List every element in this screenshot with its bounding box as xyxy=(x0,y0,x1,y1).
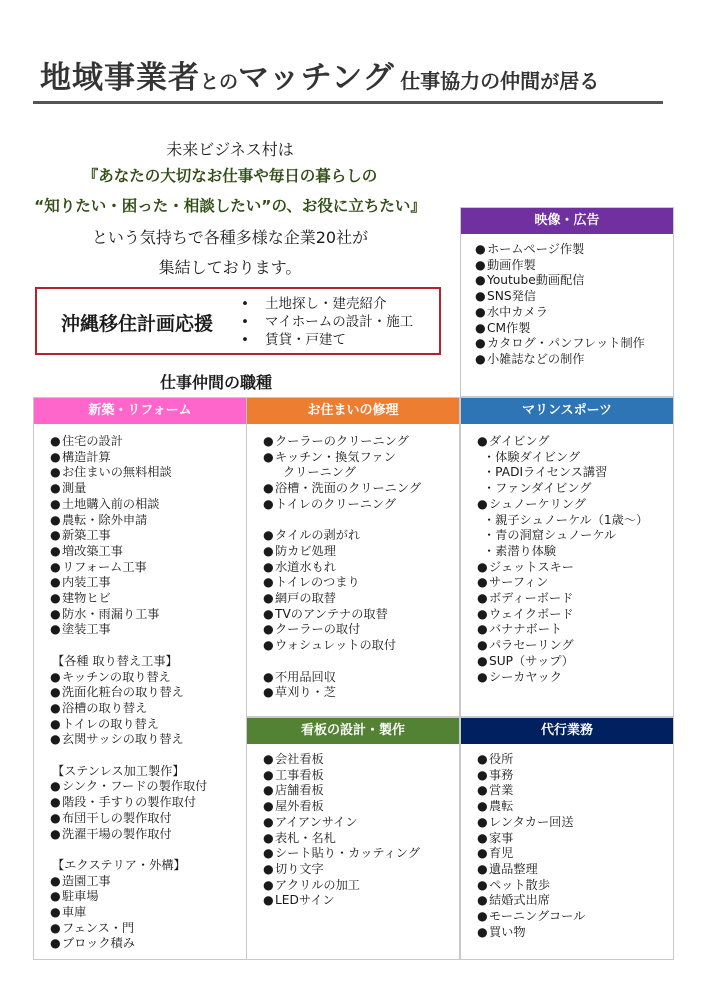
bullet-icon: ● xyxy=(50,700,61,715)
bullet-icon: ● xyxy=(50,685,61,700)
panel-reform-list xyxy=(34,424,246,952)
bullet-icon: ● xyxy=(50,465,61,480)
list-item: ●ボディーボード xyxy=(477,591,574,606)
list-item: ●動画作製 xyxy=(475,257,536,272)
list-item: ●切り文字 xyxy=(263,861,324,876)
panel-agency-list xyxy=(461,744,673,940)
list-item: ●住宅の設計 xyxy=(50,434,123,448)
bullet-icon: ● xyxy=(50,905,61,920)
bullet-icon: ● xyxy=(475,320,486,335)
list-item: ●浴槽・洗面のクリーニング xyxy=(263,481,422,496)
panel-media-list xyxy=(461,234,673,368)
list-item: ●パラセーリング xyxy=(477,638,574,653)
group-title: 【各種 取り替え工事】 xyxy=(52,653,178,668)
bullet-icon: ● xyxy=(477,846,488,861)
list-item: ●防カビ処理 xyxy=(263,543,336,558)
panel-marine xyxy=(460,397,674,717)
bullet-icon: ● xyxy=(50,512,61,527)
bullet-icon: ● xyxy=(263,830,274,845)
list-item: ●バナナボート xyxy=(477,622,563,637)
bullet-icon: ● xyxy=(50,591,61,606)
list-item: ●トイレのつまり xyxy=(263,575,360,590)
bullet-icon: ● xyxy=(263,799,274,814)
list-item: ●測量 xyxy=(50,481,87,496)
panel-reform-header: 新築・リフォーム xyxy=(34,398,246,424)
bullet-icon: ● xyxy=(475,336,486,351)
sub-item: ・青の洞窟シュノーケル xyxy=(483,528,617,543)
list-item: ●TVのアンテナの取替 xyxy=(263,606,388,621)
sub-item: ・ファンダイビング xyxy=(483,481,592,496)
list-item: ●シンク・フードの製作取付 xyxy=(50,779,208,794)
panel-agency-header: 代行業務 xyxy=(461,718,673,744)
panel-repair-header: お住まいの修理 xyxy=(247,398,459,424)
title-part-6: 居る xyxy=(559,69,600,93)
bullet-icon: ● xyxy=(475,257,486,272)
bullet-icon: ● xyxy=(263,669,274,684)
intro-line-4: という気持ちで各種多様な企業20社が xyxy=(91,228,369,247)
list-item: ●ジェットスキー xyxy=(477,559,574,574)
bullet-icon: ● xyxy=(50,826,61,841)
list-item: ●お住まいの無料相談 xyxy=(50,465,172,480)
intro-line-2: 『あなたの大切なお仕事や毎日の暮らしの xyxy=(82,167,378,185)
bullet-icon: ● xyxy=(263,846,274,861)
list-item: ●SUP（サップ） xyxy=(477,653,574,668)
list-item: ●内装工事 xyxy=(50,575,111,590)
list-item: ●浴槽の取り替え xyxy=(50,700,148,715)
list-item: ●タイルの剥がれ xyxy=(263,528,361,543)
list-item: ●カタログ・パンフレット制作 xyxy=(475,336,645,351)
list-item: ●SNS発信 xyxy=(475,289,536,304)
list-item: ●シーカヤック xyxy=(477,669,562,684)
relocation-box xyxy=(35,287,441,355)
spacer xyxy=(46,638,246,654)
panel-repair-list xyxy=(247,424,459,701)
list-item: ●クーラーの取付 xyxy=(263,622,361,637)
bullet-icon: ● xyxy=(263,543,274,558)
list-item: ●遺品整理 xyxy=(477,861,538,876)
list-item: ●新築工事 xyxy=(50,528,111,543)
bullet-icon: ● xyxy=(477,434,488,448)
list-item: ●サーフィン xyxy=(477,575,549,590)
bullet-icon: ● xyxy=(263,622,274,637)
list-item: ●車庫 xyxy=(50,905,87,920)
list-item: ●洗濯干場の製作取付 xyxy=(50,826,172,841)
bullet-icon: ● xyxy=(477,575,488,590)
list-item: ●トイレの取り替え xyxy=(50,716,159,731)
list-item: ●ダイビング xyxy=(477,434,550,448)
intro-line-5: 集結しております。 xyxy=(158,258,302,277)
list-item: ●草刈り・芝 xyxy=(263,685,336,700)
panel-repair xyxy=(246,397,460,717)
list-item: ●店舗看板 xyxy=(263,783,324,798)
group-title: 【エクステリア・外構】 xyxy=(52,857,186,872)
sub-item: ・体験ダイビング xyxy=(483,449,581,464)
list-item: ●リフォーム工事 xyxy=(50,559,147,574)
bullet-icon: ● xyxy=(263,783,274,798)
bullet-icon: ● xyxy=(263,449,274,464)
list-item: ●家事 xyxy=(477,830,514,845)
page-title xyxy=(40,52,599,97)
panel-sign-header: 看板の設計・製作 xyxy=(247,718,459,744)
list-item: ●工事看板 xyxy=(263,767,324,782)
bullet-icon: ● xyxy=(263,861,274,876)
title-part-3: マッチング xyxy=(238,60,395,96)
list-item: ●防水・雨漏り工事 xyxy=(50,606,160,621)
list-item: ●結婚式出席 xyxy=(477,893,550,908)
list-item: ●農転 xyxy=(477,799,514,814)
bullet-icon: ● xyxy=(475,304,486,319)
list-item: ●クーラーのクリーニング xyxy=(263,434,409,448)
bullet-icon: ● xyxy=(263,752,274,766)
list-item: ●土地購入前の相談 xyxy=(50,496,160,511)
list-item: ●Youtube動画配信 xyxy=(475,273,585,288)
title-divider xyxy=(33,101,663,104)
panel-reform xyxy=(33,397,247,960)
relocation-title: 沖縄移住計画応援 xyxy=(61,313,214,335)
list-item: ●不用品回収 xyxy=(263,669,336,684)
bullet-icon: ● xyxy=(263,575,274,590)
title-part-4: 仕事協力の仲間 xyxy=(400,69,541,93)
bullet-icon: ● xyxy=(477,606,488,621)
bullet-icon: ● xyxy=(263,638,274,653)
bullet-icon: ● xyxy=(475,289,486,304)
intro-line-1: 未来ビジネス村は xyxy=(166,140,294,159)
panel-agency xyxy=(460,717,674,960)
list-item: ●ウェイクボード xyxy=(477,606,574,621)
bullet-icon: ● xyxy=(263,559,274,574)
spacer xyxy=(259,654,459,670)
bullet-icon: ● xyxy=(50,575,61,590)
list-item: ●モーニングコール xyxy=(477,909,586,924)
list-item-continuation: クリーニング xyxy=(283,465,356,480)
bullet-icon: ● xyxy=(477,861,488,876)
bullet-icon: ● xyxy=(263,814,274,829)
bullet-icon: ● xyxy=(50,622,61,637)
list-item: ●トイレのクリーニング xyxy=(263,496,397,511)
bullet-icon: ● xyxy=(477,752,488,766)
list-item: ●洗面化粧台の取り替え xyxy=(50,685,184,700)
list-item: ●アクリルの加工 xyxy=(263,877,360,892)
list-item: ●ウォシュレットの取付 xyxy=(263,638,397,653)
bullet-icon: ● xyxy=(50,920,61,935)
bullet-icon: ● xyxy=(263,496,274,511)
bullet-icon: ● xyxy=(50,716,61,731)
list-item: ●キッチン・換気ファン xyxy=(263,449,396,464)
bullet-icon: ● xyxy=(475,273,486,288)
list-item: ●階段・手すりの製作取付 xyxy=(50,795,197,810)
bullet-icon: ● xyxy=(477,669,488,684)
bullet-icon: ● xyxy=(477,909,488,924)
bullet-icon: ● xyxy=(477,877,488,892)
list-item: ●増改築工事 xyxy=(50,543,123,558)
bullet-icon: ● xyxy=(263,591,274,606)
bullet-icon: ● xyxy=(50,528,61,543)
bullet-icon: ● xyxy=(477,830,488,845)
bullet-icon: ● xyxy=(263,893,274,908)
list-item: ●塗装工事 xyxy=(50,622,111,637)
bullet-icon: ● xyxy=(50,669,61,684)
list-item: ●ホームページ作製 xyxy=(475,242,585,256)
bullet-icon: ● xyxy=(50,732,61,747)
list-item: ●建物ヒビ xyxy=(50,591,111,606)
panel-sign xyxy=(246,717,460,960)
bullet-icon: ● xyxy=(50,481,61,496)
bullet-icon: ● xyxy=(263,434,274,448)
bullet-icon: ● xyxy=(50,434,61,448)
bullet-icon: ● xyxy=(263,767,274,782)
intro-line-3: “知りたい・困った・相談したい”の、お役に立ちたい』 xyxy=(34,197,426,215)
panel-media-header: 映像・広告 xyxy=(461,208,673,234)
list-item: ●農転・除外申請 xyxy=(50,512,148,527)
bullet-icon: ● xyxy=(477,799,488,814)
list-item: ●シュノーケリング xyxy=(477,496,586,511)
bullet-icon: ● xyxy=(477,622,488,637)
list-item: ●営業 xyxy=(477,783,514,798)
list-item: ●水中カメラ xyxy=(475,304,548,319)
sub-item: ・PADIライセンス講習 xyxy=(483,465,608,480)
bullet-icon: ● xyxy=(475,242,486,256)
bullet-icon: ● xyxy=(50,779,61,794)
bullet-icon: ● xyxy=(50,559,61,574)
relocation-item: • 土地探し・建売紹介 xyxy=(241,295,413,313)
list-item: ●ブロック積み xyxy=(50,936,135,951)
list-item: ●アイアンサイン xyxy=(263,814,358,829)
sub-item: ・素潜り体験 xyxy=(483,543,557,558)
panel-media xyxy=(460,207,674,397)
list-item: ●網戸の取替 xyxy=(263,591,336,606)
sub-item: ・親子シュノーケル（1歳～） xyxy=(483,512,649,527)
panel-marine-list xyxy=(461,424,673,685)
bullet-icon: ● xyxy=(477,767,488,782)
bullet-icon: ● xyxy=(263,877,274,892)
list-item: ●事務 xyxy=(477,767,514,782)
list-item: ●造園工事 xyxy=(50,873,111,888)
list-item: ●構造計算 xyxy=(50,449,111,464)
list-item: ●布団干しの製作取付 xyxy=(50,810,172,825)
title-part-5: が xyxy=(540,71,560,93)
list-item: ●屋外看板 xyxy=(263,799,324,814)
bullet-icon: ● xyxy=(477,924,488,939)
panel-sign-list xyxy=(247,744,459,909)
bullet-icon: ● xyxy=(477,783,488,798)
title-part-2: との xyxy=(200,71,239,93)
panel-marine-header: マリンスポーツ xyxy=(461,398,673,424)
bullet-icon: ● xyxy=(477,638,488,653)
list-item: ●玄関サッシの取り替え xyxy=(50,732,184,747)
list-item: ●役所 xyxy=(477,752,514,766)
spacer xyxy=(46,748,246,764)
list-item: ●小雑誌などの制作 xyxy=(475,351,585,366)
bullet-icon: ● xyxy=(50,543,61,558)
bullet-icon: ● xyxy=(477,559,488,574)
bullet-icon: ● xyxy=(477,893,488,908)
relocation-item: • 賃貸・戸建て xyxy=(241,331,413,349)
list-item: ●育児 xyxy=(477,846,514,861)
relocation-item: • マイホームの設計・施工 xyxy=(241,313,413,331)
list-item: ●CM作製 xyxy=(475,320,531,335)
list-item: ●LEDサイン xyxy=(263,893,335,908)
bullet-icon: ● xyxy=(50,889,61,904)
bullet-icon: ● xyxy=(475,351,486,366)
list-item: ●水道水もれ xyxy=(263,559,336,574)
list-item: ●キッチンの取り替え xyxy=(50,669,171,684)
list-item: ●表札・名札 xyxy=(263,830,336,845)
group-title: 【ステンレス加工製作】 xyxy=(52,763,185,778)
bullet-icon: ● xyxy=(263,528,274,543)
bullet-icon: ● xyxy=(263,685,274,700)
bullet-icon: ● xyxy=(50,606,61,621)
bullet-icon: ● xyxy=(50,449,61,464)
bullet-icon: ● xyxy=(50,795,61,810)
spacer xyxy=(46,842,246,858)
list-item: ●会社看板 xyxy=(263,752,324,766)
list-item: ●シート貼り・カッティング xyxy=(263,846,420,861)
list-item: ●駐車場 xyxy=(50,889,99,904)
relocation-list xyxy=(241,295,413,349)
bullet-icon: ● xyxy=(50,810,61,825)
list-item: ●レンタカー回送 xyxy=(477,814,574,829)
bullet-icon: ● xyxy=(263,481,274,496)
list-item: ●フェンス・門 xyxy=(50,920,135,935)
spacer xyxy=(259,513,459,529)
title-part-1: 地域事業者 xyxy=(40,60,200,96)
bullet-icon: ● xyxy=(477,814,488,829)
bullet-icon: ● xyxy=(477,653,488,668)
bullet-icon: ● xyxy=(477,496,488,511)
bullet-icon: ● xyxy=(50,936,61,951)
list-item: ●買い物 xyxy=(477,924,526,939)
bullet-icon: ● xyxy=(50,496,61,511)
bullet-icon: ● xyxy=(477,591,488,606)
list-item: ●ペット散歩 xyxy=(477,877,550,892)
bullet-icon: ● xyxy=(263,606,274,621)
bullet-icon: ● xyxy=(50,873,61,888)
section-title: 仕事仲間の職種 xyxy=(160,373,273,392)
